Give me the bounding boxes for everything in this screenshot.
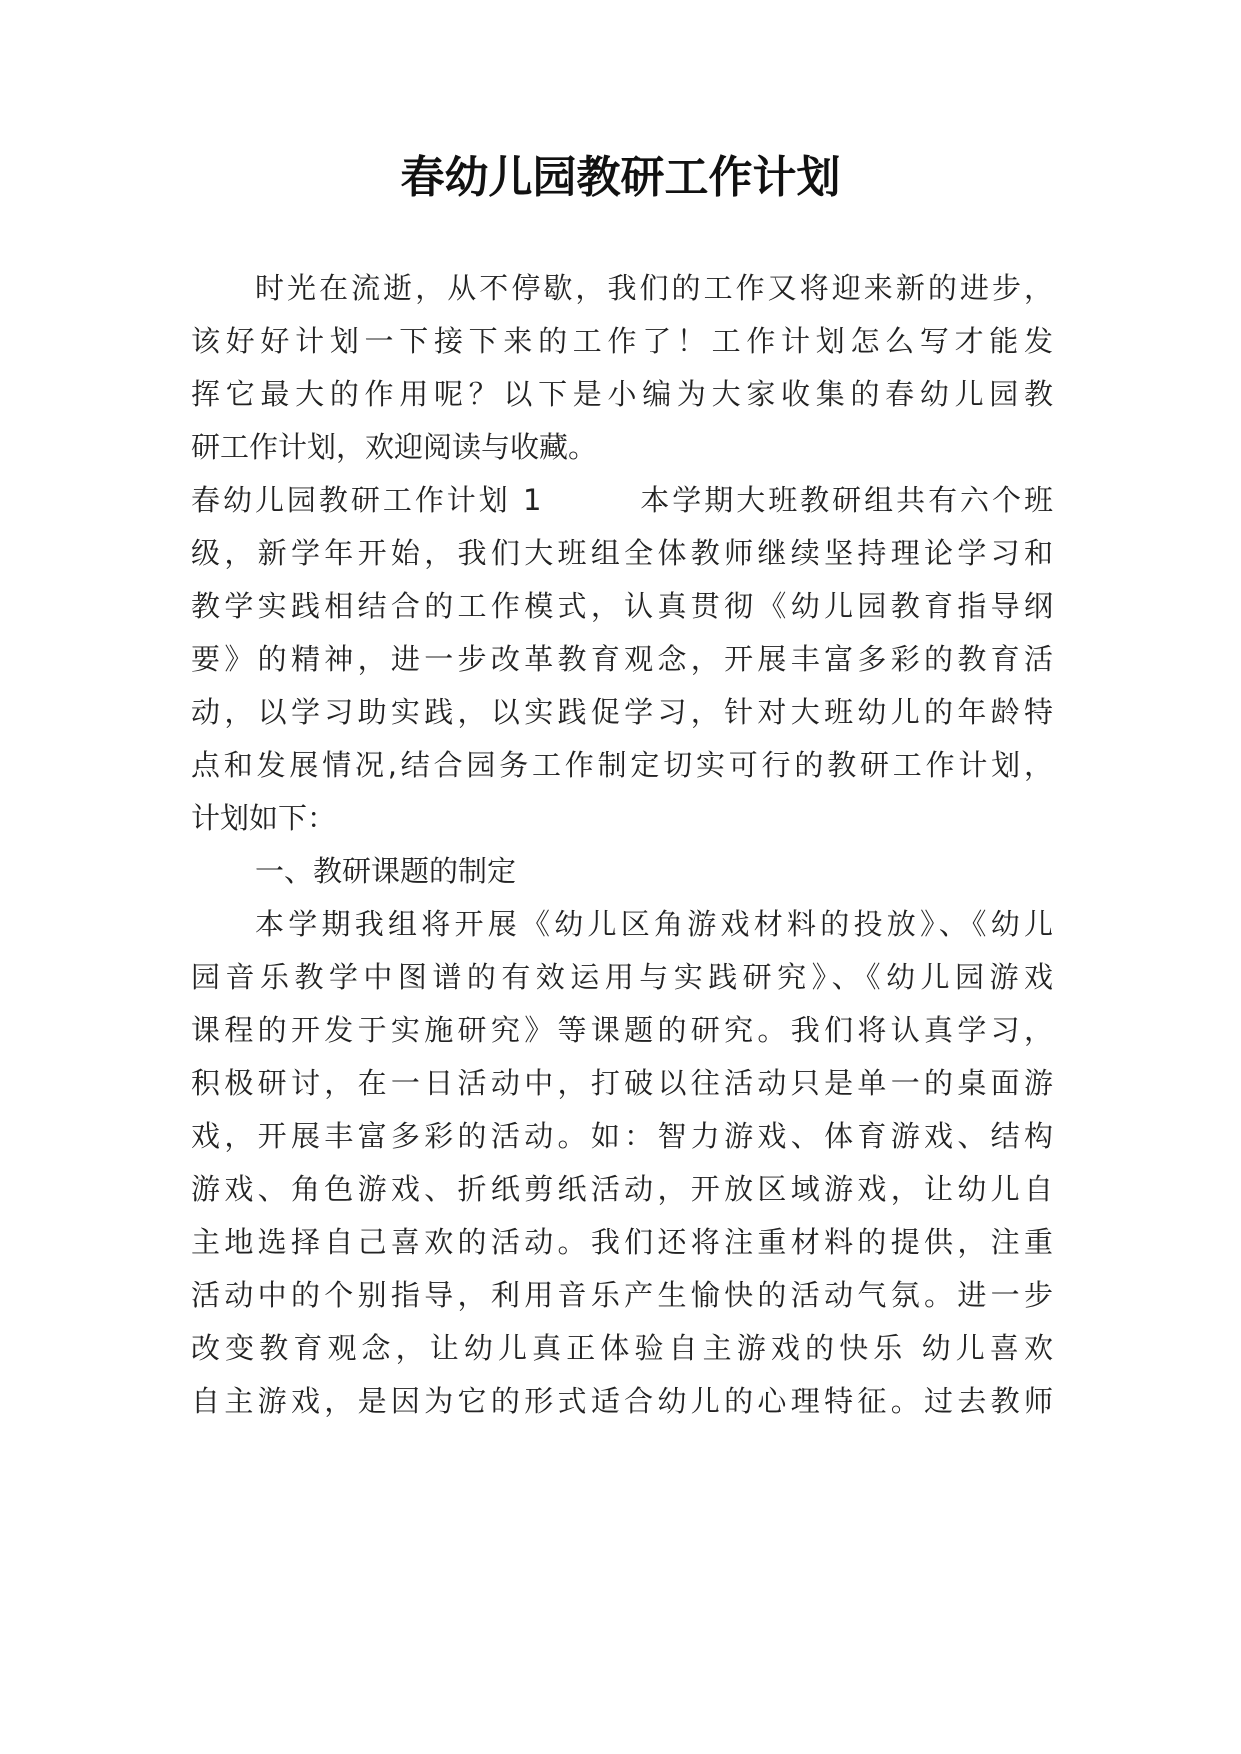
body-line: 活动中的个别指导，利用音乐产生愉快的活动气氛。进一步 [191, 1278, 1053, 1312]
body-line: 戏，开展丰富多彩的活动。如：智力游戏、体育游戏、结构 [191, 1119, 1053, 1153]
body-line: 积极研讨，在一日活动中，打破以往活动只是单一的桌面游 [191, 1066, 1053, 1100]
document-title: 春幼儿园教研工作计划 [400, 152, 841, 203]
body-line: 挥它最大的作用呢？以下是小编为大家收集的春幼儿园教 [191, 377, 1053, 411]
body-line: 该好好计划一下接下来的工作了！工作计划怎么写才能发 [191, 324, 1053, 358]
body-line: 本学期我组将开展《幼儿区角游戏材料的投放》、《幼儿 [255, 907, 1053, 941]
body-line: 春幼儿园教研工作计划 1 本学期大班教研组共有六个班 [191, 483, 1053, 517]
body-line: 时光在流逝，从不停歇，我们的工作又将迎来新的进步， [255, 271, 1053, 305]
body-line: 游戏、角色游戏、折纸剪纸活动，开放区域游戏，让幼儿自 [191, 1172, 1053, 1206]
body-line: 动，以学习助实践，以实践促学习，针对大班幼儿的年龄特 [191, 695, 1053, 729]
body-line: 计划如下： [191, 801, 337, 835]
document-body [191, 268, 1053, 1458]
body-line: 研工作计划，欢迎阅读与收藏。 [191, 430, 598, 464]
body-line: 点和发展情况,结合园务工作制定切实可行的教研工作计划， [191, 748, 1053, 782]
body-line: 主地选择自己喜欢的活动。我们还将注重材料的提供，注重 [191, 1225, 1053, 1259]
body-line: 改变教育观念，让幼儿真正体验自主游戏的快乐 幼儿喜欢 [191, 1331, 1053, 1365]
body-line: 教学实践相结合的工作模式，认真贯彻《幼儿园教育指导纲 [191, 589, 1053, 623]
body-line: 自主游戏，是因为它的形式适合幼儿的心理特征。过去教师 [191, 1384, 1053, 1418]
body-line: 课程的开发于实施研究》等课题的研究。我们将认真学习， [191, 1013, 1053, 1047]
body-line: 园音乐教学中图谱的有效运用与实践研究》、《幼儿园游戏 [191, 960, 1053, 994]
section-heading: 一、教研课题的制定 [255, 854, 517, 888]
body-line: 要》的精神，进一步改革教育观念，开展丰富多彩的教育活 [191, 642, 1053, 676]
body-line: 级，新学年开始，我们大班组全体教师继续坚持理论学习和 [191, 536, 1053, 570]
